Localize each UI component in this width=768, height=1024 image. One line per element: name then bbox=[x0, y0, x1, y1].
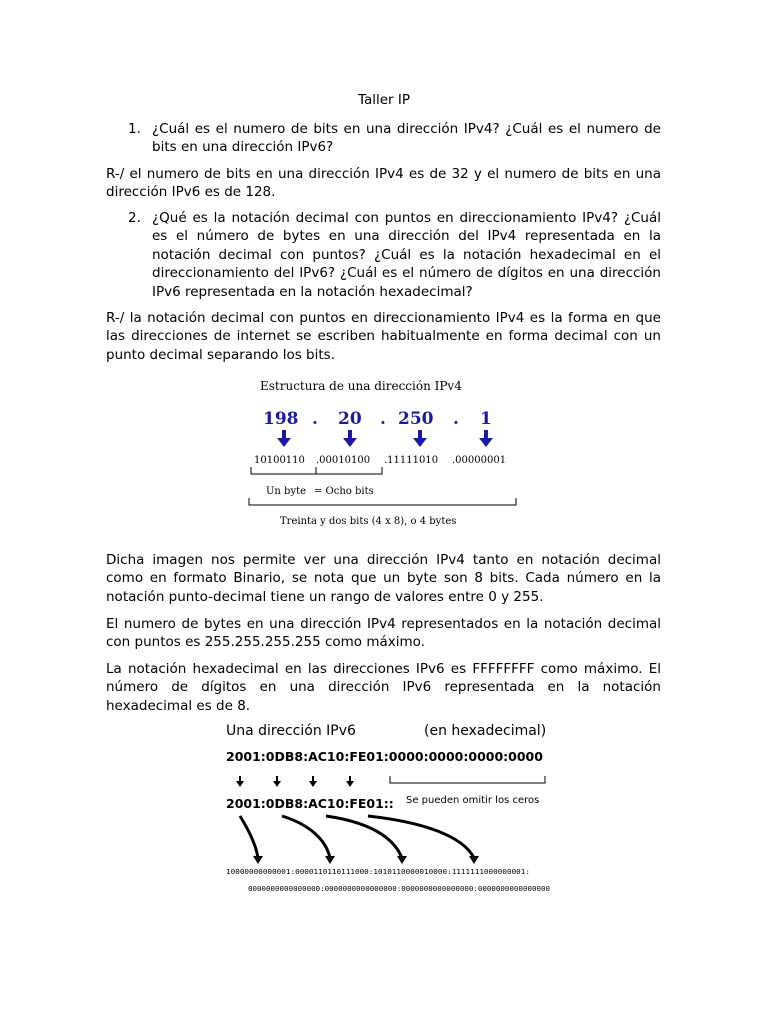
binary-octet-2: .00010100 bbox=[316, 455, 371, 466]
document-title: Taller IP bbox=[357, 92, 411, 108]
ipv6-short-address: 2001:0DB8:AC10:FE01:: bbox=[226, 796, 394, 811]
question-1-number: 1. bbox=[128, 121, 141, 137]
down-arrow-icon bbox=[277, 430, 291, 447]
down-arrow-icon bbox=[343, 430, 357, 447]
byte-bracket bbox=[251, 467, 316, 474]
curved-arrow bbox=[326, 816, 402, 858]
down-arrow-icon bbox=[346, 776, 354, 787]
down-arrow-icon bbox=[413, 430, 427, 447]
binary-octet-1: 10100110 bbox=[254, 455, 305, 466]
ipv6-diagram bbox=[218, 714, 558, 904]
ipv6-figure-subtitle: (en hexadecimal) bbox=[424, 723, 547, 739]
down-arrow-icon bbox=[236, 776, 244, 787]
question-1-text: ¿Cuál es el numero de bits en una dirección IPv4? ¿Cuál es el numero de bits en una dirección IPv6? bbox=[152, 121, 661, 156]
answer-1: R-/ el numero de bits en una dirección IPv4 es de 32 y el numero de bits en una dirección IPv6 es de 128. bbox=[106, 166, 661, 201]
dot-1: . bbox=[312, 409, 318, 429]
binary-octet-4: .00000001 bbox=[452, 455, 507, 466]
zeros-bracket bbox=[390, 776, 545, 783]
question-2-text: ¿Qué es la notación decimal con puntos en direccionamiento IPv4? ¿Cuál es el número de bytes en una dirección del IPv4 representada en la notación decimal con puntos? ¿Cuál es la notación hexadecimal en el direccionamiento del IPv6? ¿Cuál es el número de dígitos en una dirección IPv6 representada en la notación hexadecimal? bbox=[152, 210, 661, 300]
down-arrow-icon bbox=[273, 776, 281, 787]
omit-zeros-label: Se pueden omitir los ceros bbox=[406, 795, 540, 806]
curved-arrow bbox=[282, 816, 330, 858]
paragraph-4: El numero de bytes en una dirección IPv4 representados en la notación decimal con puntos es 255.255.255.255 como máximo. bbox=[106, 616, 661, 651]
dot-2: . bbox=[380, 409, 386, 429]
binary-line-1: 10000000000001:0000110110111000:1010110000010000:1111111000000001: bbox=[226, 868, 530, 876]
curved-arrow bbox=[240, 816, 258, 858]
arrowhead-icon bbox=[469, 856, 479, 864]
dot-3: . bbox=[453, 409, 459, 429]
byte-label: Un byte bbox=[266, 486, 307, 497]
arrowhead-icon bbox=[253, 856, 263, 864]
answer-2: R-/ la notación decimal con puntos en direccionamiento IPv4 es la forma en que las direcciones de internet se escriben habitualmente en forma decimal con un punto decimal separando los bits. bbox=[106, 310, 661, 363]
arrowhead-icon bbox=[397, 856, 407, 864]
octet-1: 198 bbox=[263, 409, 299, 429]
paragraph-5: La notación hexadecimal en las direcciones IPv6 es FFFFFFFF como máximo. El número de dígitos en una dirección IPv6 representada en la notación hexadecimal es de 8. bbox=[106, 661, 661, 714]
binary-octet-3: .11111010 bbox=[384, 455, 439, 466]
binary-line-2: 0000000000000000:0000000000000000:0000000000000000:0000000000000000 bbox=[248, 885, 551, 893]
equals-label: = Ocho bits bbox=[314, 486, 374, 497]
ipv6-full-address: 2001:0DB8:AC10:FE01:0000:0000:0000:0000 bbox=[226, 749, 543, 764]
octet-4: 1 bbox=[480, 409, 492, 429]
ipv4-structure-figure bbox=[240, 372, 530, 537]
question-2-number: 2. bbox=[128, 210, 141, 226]
ipv4-diagram bbox=[240, 372, 530, 537]
paragraph-3: Dicha imagen nos permite ver una dirección IPv4 tanto en notación decimal como en formato Binario, se nota que un byte son 8 bits. Cada número en la notación punto-decimal tiene un rango de valores entre 0 y 255. bbox=[106, 552, 661, 605]
byte-bracket bbox=[316, 467, 382, 474]
total-bracket bbox=[249, 498, 516, 505]
ipv6-figure bbox=[218, 714, 558, 904]
down-arrow-icon bbox=[479, 430, 493, 447]
down-arrow-icon bbox=[309, 776, 317, 787]
ipv6-figure-title: Una dirección IPv6 bbox=[226, 723, 356, 739]
octet-3: 250 bbox=[398, 409, 434, 429]
arrowhead-icon bbox=[325, 856, 335, 864]
total-bits-label: Treinta y dos bits (4 x 8), o 4 bytes bbox=[280, 516, 457, 527]
ipv4-figure-title: Estructura de una dirección IPv4 bbox=[260, 379, 462, 393]
octet-2: 20 bbox=[338, 409, 362, 429]
